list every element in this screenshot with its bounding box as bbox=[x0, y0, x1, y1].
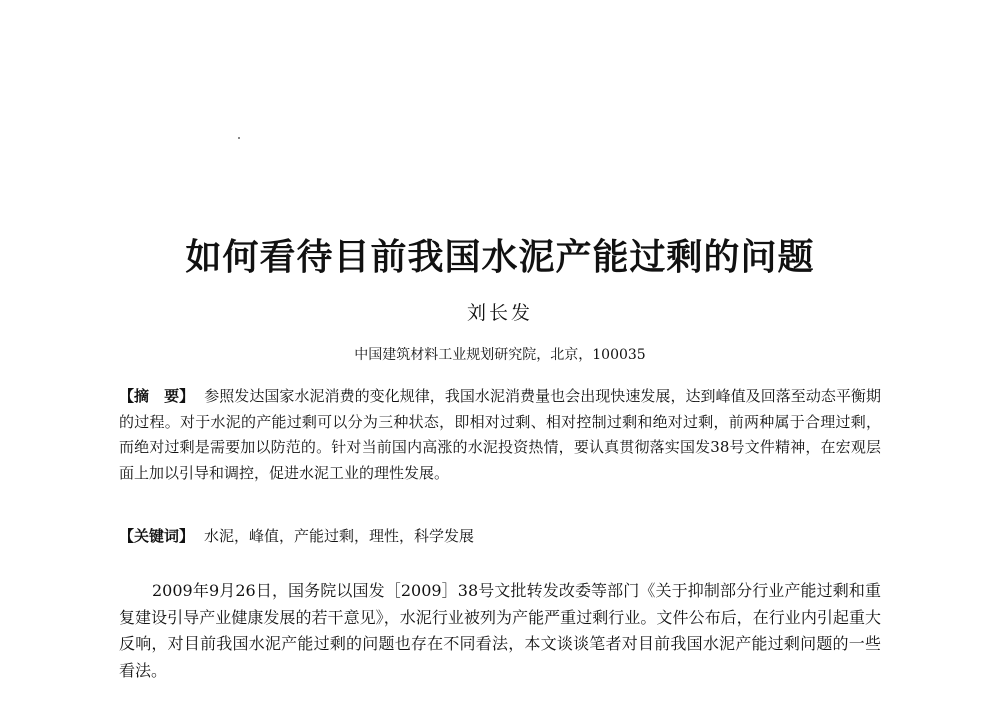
abstract bbox=[119, 384, 881, 486]
author-affiliation: 中国建筑材料工业规划研究院，北京，100035 bbox=[354, 347, 646, 363]
keywords-label: 【关键词】 bbox=[119, 527, 195, 545]
paper-title: 如何看待目前我国水泥产能过剩的问题 bbox=[185, 237, 815, 278]
body-paragraph: 2009年9月26日，国务院以国发［2009］38号文批转发改委等部门《关于抑制部分行业产能过剩和重复建设引导产业健康发展的若干意见》，水泥行业被列为产能严重过剩行业。文件公布后，在行业内引起重大反响，对目前我国水泥产能过剩的问题也存在不同看法，本文谈谈笔者对目前我国水泥产能过剩问题的一些看法。 bbox=[119, 581, 881, 680]
keywords bbox=[119, 524, 881, 549]
scan-speck bbox=[238, 137, 240, 139]
abstract-label: 【摘 要】 bbox=[119, 387, 195, 405]
author-name: 刘长发 bbox=[466, 302, 533, 324]
keywords-text: 水泥，峰值，产能过剩，理性，科学发展 bbox=[204, 527, 475, 545]
abstract-text: 参照发达国家水泥消费的变化规律，我国水泥消费量也会出现快速发展，达到峰值及回落至动态平衡期的过程。对于水泥的产能过剩可以分为三种状态，即相对过剩、相对控制过剩和绝对过剩，前两种属于合理过剩，而绝对过剩是需要加以防范的。针对当前国内高涨的水泥投资热情，要认真贯彻落实国发38号文件精神，在宏观层面上加以引导和调控，促进水泥工业的理性发展。 bbox=[119, 387, 881, 482]
